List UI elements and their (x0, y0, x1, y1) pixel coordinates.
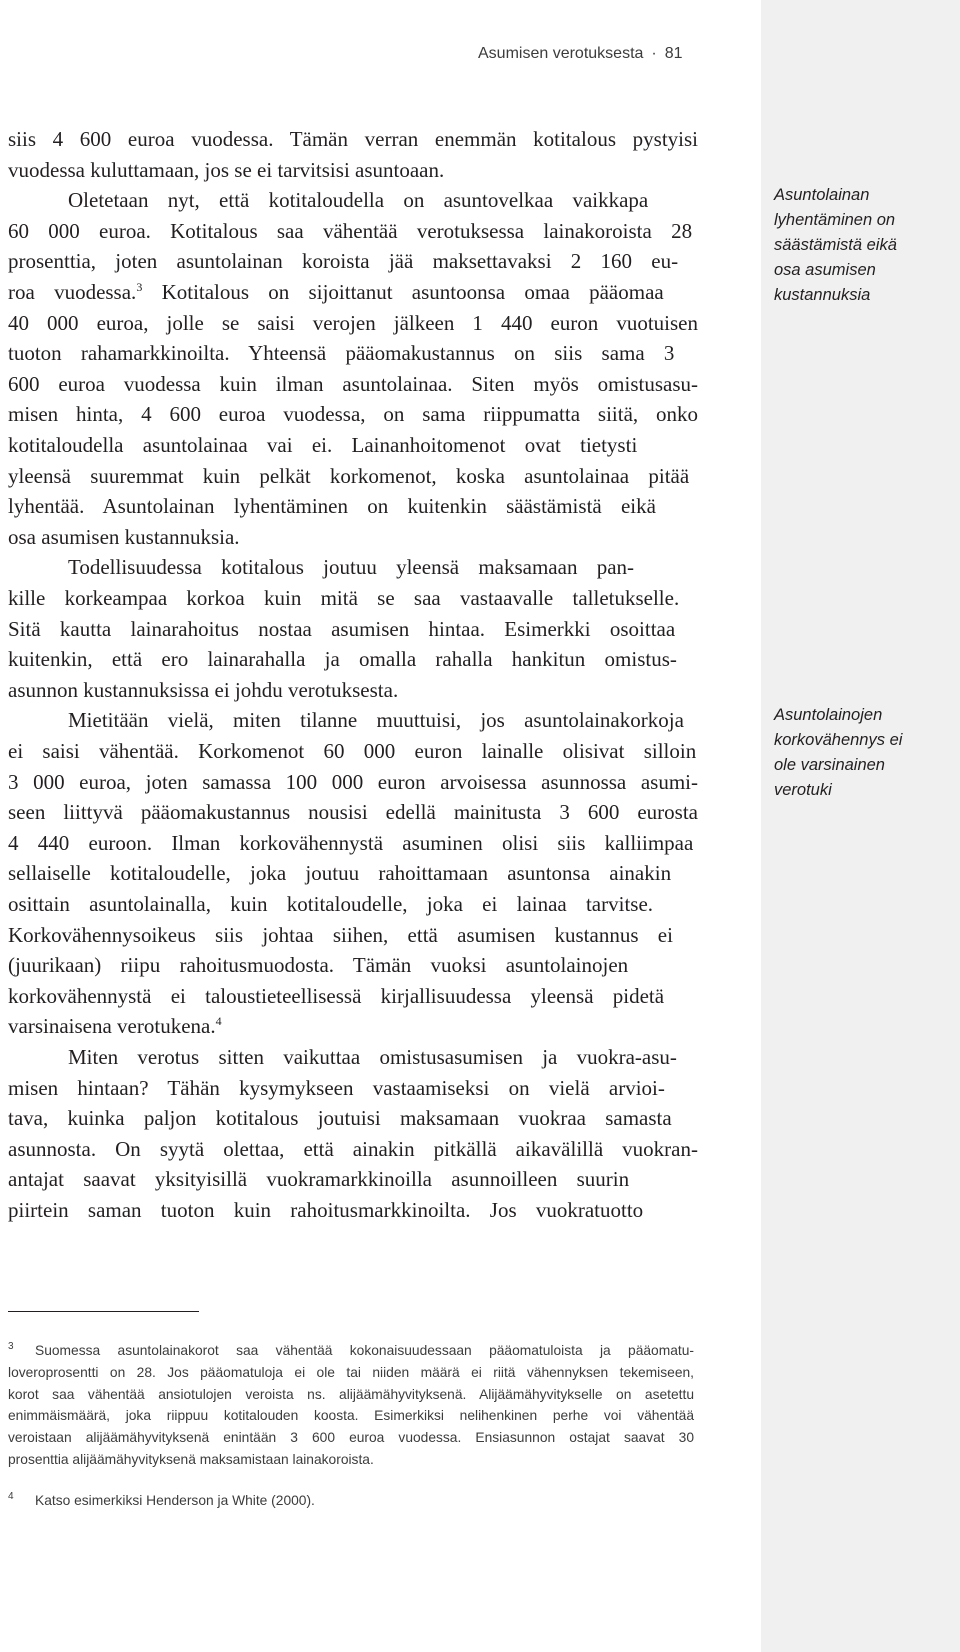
body-line (8, 920, 673, 950)
body-line-text: tava, kuinka paljon kotitalous joutuisi maksamaan vuokraa samasta (8, 1106, 672, 1131)
footnote-line: enimmäismäärä, joka riippuu kotitalouden koosta. Esimerkiksi nelihenkinen perhe voi vähentää (8, 1408, 694, 1424)
body-line (8, 1195, 643, 1225)
body-line-text: (juurikaan) riipu rahoitusmuodosta. Tämän vuoksi asuntolainojen (8, 953, 629, 978)
body-line (68, 552, 634, 582)
running-title: Asumisen verotuksesta (478, 45, 644, 62)
body-line-text: korkovähennystä ei taloustieteellisessä kirjallisuudessa yleensä pidetä (8, 983, 665, 1008)
body-line (8, 155, 444, 185)
body-line-text: kuitenkin, että ero lainarahalla ja omalla rahalla hankitun omistus- (8, 647, 677, 672)
margin-note-line: osa asumisen (774, 261, 876, 279)
body-line (8, 1073, 665, 1103)
footnote-line: veroistaan alijäämähyvityksenä enintään 3 600 euroa vuodessa. Ensiasunnon ostajat saavat 30 (8, 1430, 694, 1446)
body-line (8, 399, 698, 429)
body-line-text: Sitä kautta lainarahoitus nostaa asumisen hintaa. Esimerkki osoittaa (8, 616, 676, 641)
body-line-text: sellaiselle kotitaloudelle, joka joutuu rahoittamaan asuntonsa ainakin (8, 861, 672, 886)
body-line-text: osittain asuntolainalla, kuin kotitaloudelle, joka ei lainaa tarvitse. (8, 892, 654, 916)
body-line-text: prosenttia, joten asuntolainan koroista jää maksettavaksi 2 160 eu- (8, 249, 679, 274)
body-line (68, 1042, 677, 1072)
body-line-text: Todellisuudessa kotitalous joutuu yleensä maksamaan pan- (68, 555, 635, 580)
margin-note-line: Asuntolainojen (774, 706, 883, 724)
body-line-text: vuodessa kuluttamaan, jos se ei tarvitsisi asuntoaan. (8, 157, 445, 182)
footnote-line: prosenttia alijäämähyvityksenä maksamistaan lainakoroista. (8, 1452, 374, 1467)
body-line (8, 461, 689, 491)
body-line-text: asunnon kustannuksissa ei johdu verotuksesta. (8, 677, 399, 702)
body-line-text: piirtein saman tuoton kuin rahoitusmarkkinoilta. Jos vuokratuotto (8, 1198, 644, 1222)
footnote-number: 4 (8, 1491, 14, 1502)
body-line (8, 583, 679, 613)
footnote-rule (8, 1311, 199, 1312)
margin-note-line: lyhentäminen on (774, 211, 896, 229)
body-line (8, 767, 698, 797)
body-line-text: tuoton rahamarkkinoilta. Yhteensä pääomakustannus on siis sama 3 (8, 341, 675, 366)
body-line (8, 491, 656, 521)
body-line (8, 246, 678, 276)
body-line-text: yleensä suuremmat kuin pelkät korkomenot, koska asuntolainaa pitää (8, 463, 690, 488)
body-line-text: 3 000 euroa, joten samassa 100 000 euron arvoisessa asunnossa asumi- (8, 769, 698, 794)
footnote-reference: 4 (215, 1014, 222, 1029)
body-line-text: Mietitään vielä, miten tilanne muuttuisi, jos asuntolainakorkoja (68, 708, 684, 733)
body-line (8, 950, 628, 980)
running-header (478, 45, 698, 63)
body-line (8, 1134, 698, 1164)
body-line (8, 736, 696, 766)
footnote-reference: 3 (136, 280, 143, 294)
body-line-text: kotitaloudella asuntolainaa vai ei. Lainanhoitomenot ovat tietysti (8, 433, 638, 457)
body-line (8, 1011, 222, 1041)
body-line-text: Korkovähennysoikeus siis johtaa siihen, että asumisen kustannus ei (8, 922, 673, 947)
body-line-text: ei saisi vähentää. Korkomenot 60 000 euron lainalle olisivat silloin (8, 739, 697, 763)
body-line (8, 338, 674, 368)
footnote-line: loveroprosentti on 28. Jos pääomatuloja ei ole tai niiden määrä ei riitä vähennyksen tekemiseen, (8, 1364, 694, 1380)
margin-note-line: korkovähennys ei (774, 731, 903, 749)
body-line-text: seen liittyvä pääomakustannus nousisi edellä mainitusta 3 600 eurosta (8, 800, 698, 825)
body-line (8, 430, 637, 460)
body-line-text: kille korkeampaa korkoa kuin mitä se saa vastaavalle talletukselle. (8, 586, 680, 610)
margin-note (774, 703, 949, 803)
body-line (8, 522, 240, 552)
body-line (8, 675, 398, 705)
body-line-text: Oletetaan nyt, että kotitaloudella on asuntovelkaa vaikkapa (68, 188, 649, 213)
margin-note-line: säästämistä eikä (774, 236, 897, 254)
body-line (8, 308, 698, 338)
body-line (8, 858, 671, 888)
body-line (8, 644, 677, 674)
body-line (8, 369, 698, 399)
body-line-text: osa asumisen kustannuksia. (8, 524, 240, 549)
body-line (8, 828, 693, 858)
body-line (8, 1103, 672, 1133)
body-line (8, 797, 698, 827)
body-line-text: varsinaisena verotukena. (8, 1014, 216, 1039)
body-line (8, 981, 664, 1011)
margin-note (774, 183, 949, 308)
body-line-text: roa vuodessa. (8, 280, 137, 304)
body-line-text: Miten verotus sitten vaikuttaa omistusasumisen ja vuokra-asu- (68, 1045, 677, 1069)
body-line-text: misen hinta, 4 600 euroa vuodessa, on sama riippumatta siitä, onko (8, 402, 698, 427)
footnote-line: Katso esimerkiksi Henderson ja White (2000). (35, 1493, 315, 1508)
body-line-text: misen hintaan? Tähän kysymykseen vastaamiseksi on vielä arvioi- (8, 1075, 665, 1100)
footnote-line: Suomessa asuntolainakorot saa vähentää kokonaisuudessaan pääomatuloista ja pääomatu- (35, 1343, 694, 1358)
body-line (8, 614, 675, 644)
margin-note-line: kustannuksia (774, 286, 871, 304)
margin-note-line: verotuki (774, 781, 832, 799)
body-line (68, 705, 684, 735)
margin-note-line: Asuntolainan (774, 186, 870, 204)
page-number: 81 (664, 45, 683, 62)
footnote-number: 3 (8, 1341, 14, 1352)
body-line (8, 1164, 629, 1194)
body-line (8, 216, 692, 246)
body-line (8, 124, 698, 154)
header-separator: · (651, 45, 657, 62)
body-line-text: lyhentää. Asuntolainan lyhentäminen on kuitenkin säästämistä eikä (8, 494, 656, 519)
body-line-text: antajat saavat yksityisillä vuokramarkkinoilla asunnoilleen suurin (8, 1167, 630, 1192)
body-line (8, 277, 664, 307)
body-line (68, 185, 648, 215)
body-line-text: 600 euroa vuodessa kuin ilman asuntolainaa. Siten myös omistusasu- (8, 371, 698, 396)
body-line (8, 889, 653, 919)
footnote-line: korot saa vähentää ansiotulojen veroista ns. alijäämähyvityksenä. Alijäämähyvitykselle on asetettu (8, 1386, 694, 1402)
body-line-text: Kotitalous on sijoittanut asuntoonsa omaa pääomaa (142, 280, 664, 304)
body-line-text: 60 000 euroa. Kotitalous saa vähentää verotuksessa lainakoroista 28 (8, 218, 693, 243)
body-line-text: 4 440 euroon. Ilman korkovähennystä asuminen olisi siis kalliimpaa (8, 830, 694, 855)
body-line-text: 40 000 euroa, jolle se saisi verojen jälkeen 1 440 euron vuotuisen (8, 310, 698, 335)
margin-note-line: ole varsinainen (774, 756, 885, 774)
body-line-text: asunnosta. On syytä olettaa, että ainakin pitkällä aikavälillä vuokran- (8, 1136, 698, 1161)
body-line-text: siis 4 600 euroa vuodessa. Tämän verran enemmän kotitalous pystyisi (8, 127, 698, 151)
